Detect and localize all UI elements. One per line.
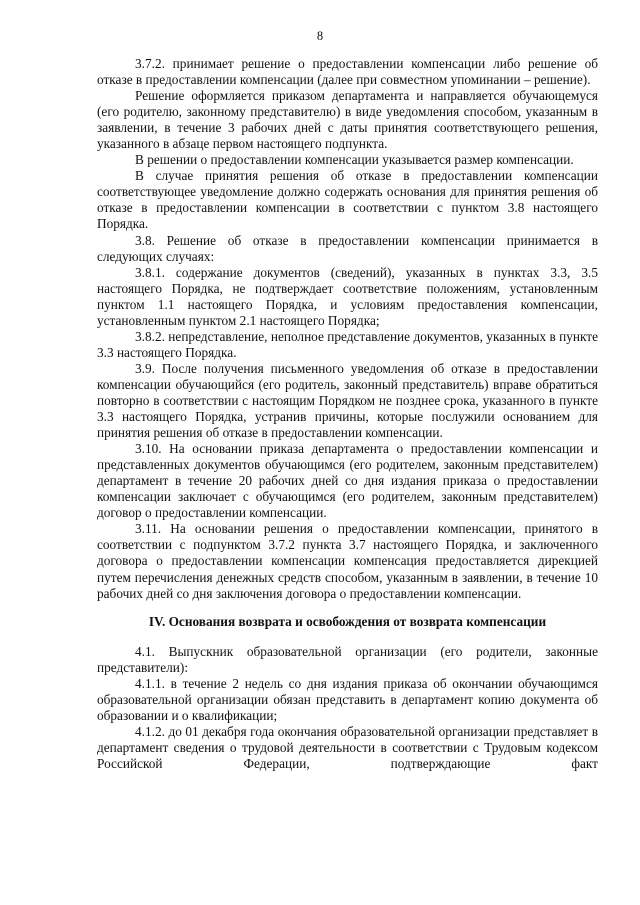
document-body (97, 56, 598, 772)
paragraph-4-1-1: 4.1.1. в течение 2 недель со дня издания приказа об окончании обучающимся образовательной организации обязан представить в департамент копию документа об образовании и о квалификации; (97, 675, 598, 723)
paragraph-refusal-notice: В случае принятия решения об отказе в предоставлении компенсации соответствующее уведомление должно содержать основания для принятия решения об отказе в предоставлении компенсации в соответствии с пунктом 3.8 настоящего Порядка. (97, 168, 598, 232)
paragraph-3-9: 3.9. После получения письменного уведомления об отказе в предоставлении компенсации обучающийся (его родитель, законный представитель) вправе обратиться повторно в соответствии с настоящим Порядком не позднее срока, указанного в пункте 3.3 настоящего Порядка, устранив причины, которые послужили основанием для принятия решения об отказе в предоставлении компенсации. (97, 360, 598, 441)
paragraph-3-8-1: 3.8.1. содержание документов (сведений), указанных в пунктах 3.3, 3.5 настоящего Порядка, не подтверждает соответствие положениям, установленным пунктом 1.1 настоящего Порядка, и условиям предоставления компенсации, установленным пунктом 2.1 настоящего Порядка; (97, 264, 598, 328)
section-heading: IV. Основания возврата и освобождения от возврата компенсации (148, 613, 547, 629)
paragraph-3-7-2: 3.7.2. принимает решение о предоставлении компенсации либо решение об отказе в предоставлении компенсации (далее при совместном упоминании – решение). (97, 56, 598, 88)
paragraph-4-1-2: 4.1.2. до 01 декабря года окончания образовательной организации представляет в департамент сведения о трудовой деятельности в соответствии с Трудовым кодексом Российской Федерации, подтверждающие факт (97, 723, 598, 771)
paragraph-3-10: 3.10. На основании приказа департамента о предоставлении компенсации и представленных документов обучающимся (его родителем, законным представителем) департамент в течение 20 рабочих дней со дня издания приказа о предоставлении компенсации заключает с обучающимся (его родителем, законным представителем) договор о предоставлении компенсации. (97, 441, 598, 521)
paragraph-3-8: 3.8. Решение об отказе в предоставлении компенсации принимается в следующих случаях: (97, 232, 598, 264)
paragraph-decision-amount: В решении о предоставлении компенсации указывается размер компенсации. (135, 152, 574, 168)
paragraph-3-8-2: 3.8.2. непредставление, неполное представление документов, указанных в пункте 3.3 настоящего Порядка. (97, 328, 598, 360)
paragraph-4-1: 4.1. Выпускник образовательной организации (его родители, законные представители): (97, 643, 598, 675)
paragraph-decision-form: Решение оформляется приказом департамента и направляется обучающемуся (его родителю, законному представителю) в виде уведомления способом, указанным в заявлении, в течение 3 рабочих дней с даты принятия соответствующего решения, указанного в абзаце первом настоящего подпункта. (97, 88, 598, 152)
paragraph-3-11: 3.11. На основании решения о предоставлении компенсации, принятого в соответствии с подпунктом 3.7.2 пункта 3.7 настоящего Порядка, и заключенного договора о предоставлении компенсации компенсация предоставляется дирекцией путем перечисления денежных средств способом, указанным в заявлении, в течение 10 рабочих дней со дня заключения договора о предоставлении компенсации. (97, 521, 598, 601)
page-number: 8 (316, 29, 324, 43)
